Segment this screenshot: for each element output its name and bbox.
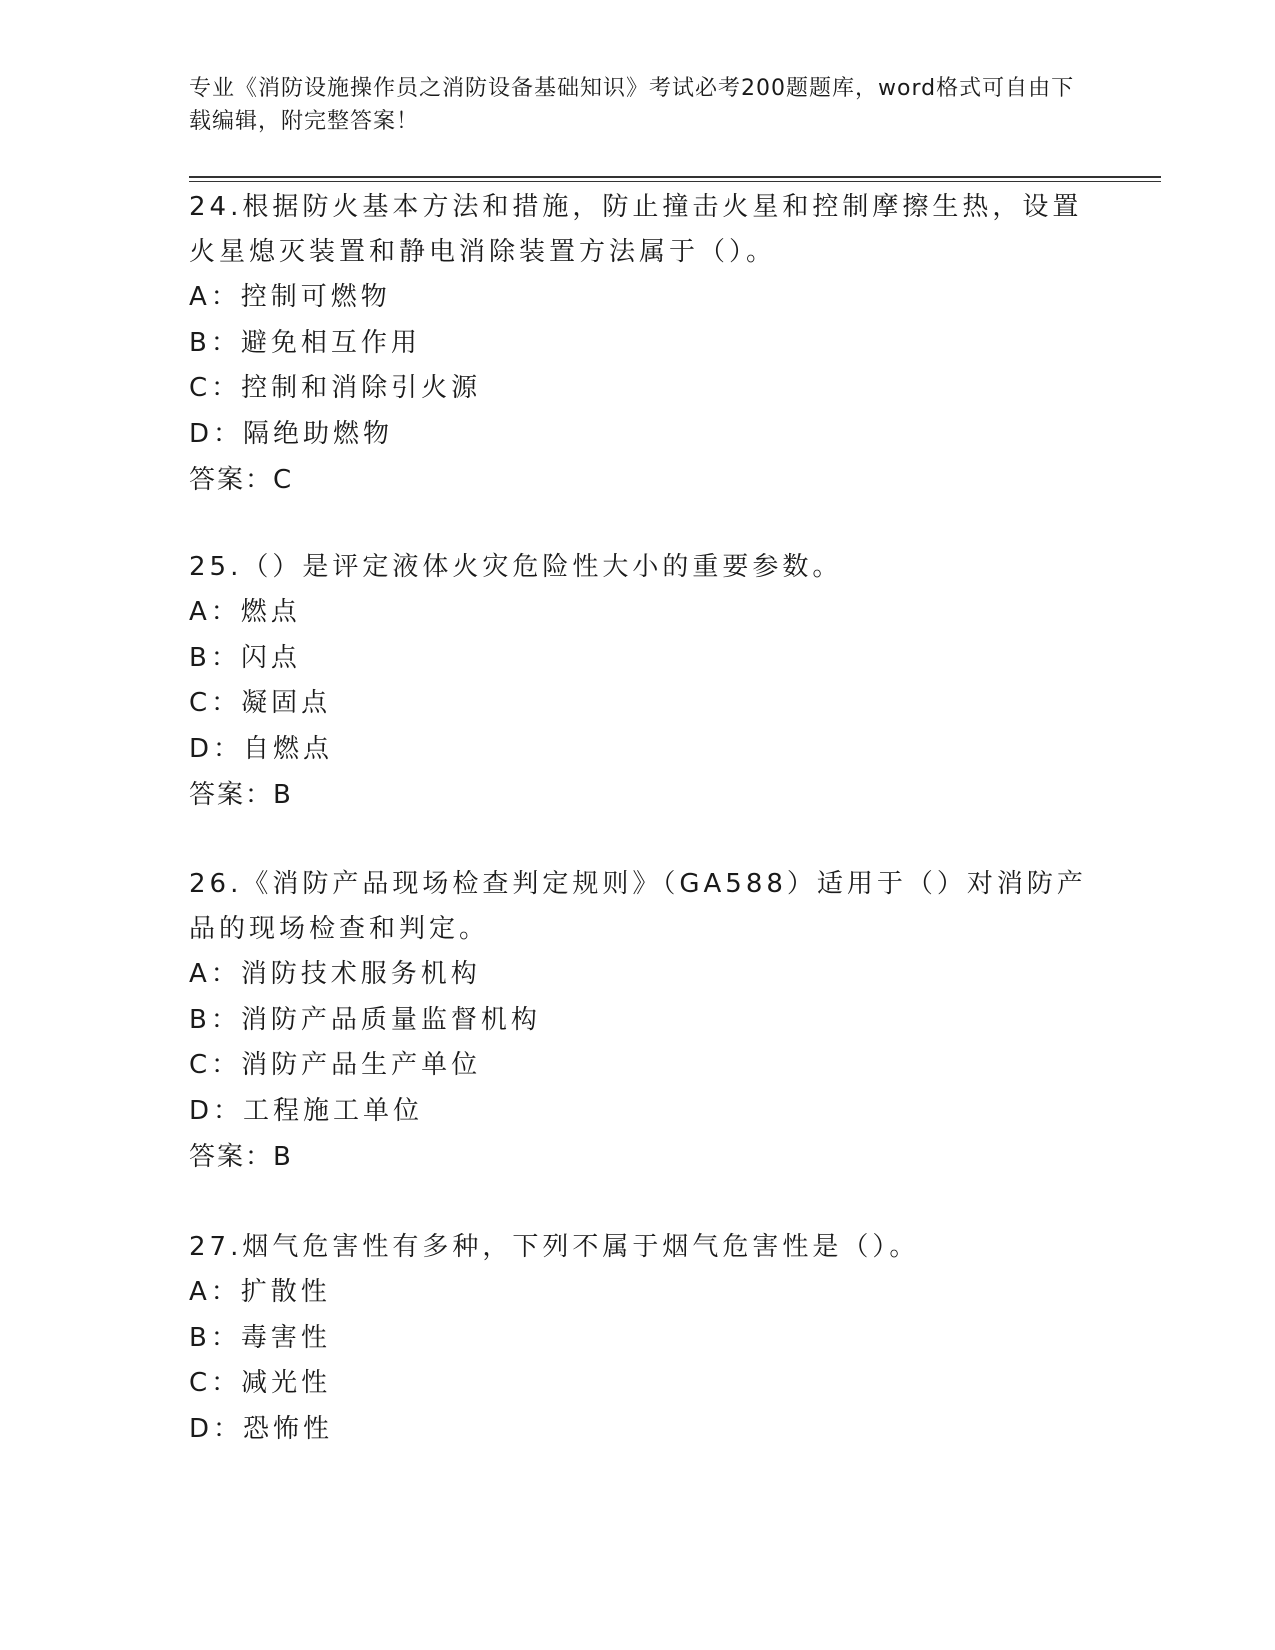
option-b: B：避免相互作用 (189, 327, 421, 358)
option-c: C：减光性 (189, 1368, 332, 1398)
answer-line: 答案：C (189, 465, 294, 495)
option-b: B：闪点 (189, 642, 301, 673)
question-25 (189, 545, 1089, 818)
option-d: D：恐怖性 (189, 1413, 334, 1444)
header-divider-thick (189, 176, 1161, 178)
answer-line: 答案：B (189, 1142, 293, 1172)
option-c: C：凝固点 (189, 688, 332, 718)
option-b: B：毒害性 (189, 1322, 331, 1353)
question-27 (189, 1225, 1089, 1452)
option-a: A：扩散性 (189, 1277, 331, 1307)
option-a: A：燃点 (189, 597, 301, 627)
document-header: 专业《消防设施操作员之消防设备基础知识》考试必考200题题库，word格式可自由下载编辑，附完整答案！ (189, 76, 1075, 134)
header-divider-thin (189, 181, 1161, 182)
question-stem: 24.根据防火基本方法和措施，防止撞击火星和控制摩擦生热，设置火星熄灭装置和静电消除装置方法属于（）。 (189, 192, 1083, 267)
answer-line: 答案：B (189, 780, 293, 810)
option-d: D：隔绝助燃物 (189, 418, 394, 449)
option-d: D：自燃点 (189, 733, 334, 764)
question-24 (189, 185, 1089, 503)
question-26 (189, 862, 1089, 1180)
option-a: A：控制可燃物 (189, 282, 391, 312)
option-b: B：消防产品质量监督机构 (189, 1004, 541, 1035)
option-d: D：工程施工单位 (189, 1095, 424, 1126)
option-a: A：消防技术服务机构 (189, 959, 481, 989)
option-c: C：控制和消除引火源 (189, 373, 482, 403)
question-stem: 26.《消防产品现场检查判定规则》（GA588）适用于（）对消防产品的现场检查和判定。 (189, 869, 1087, 944)
option-c: C：消防产品生产单位 (189, 1050, 482, 1080)
question-stem: 25.（）是评定液体火灾危险性大小的重要参数。 (189, 552, 843, 582)
question-stem: 27.烟气危害性有多种，下列不属于烟气危害性是（）。 (189, 1232, 920, 1262)
